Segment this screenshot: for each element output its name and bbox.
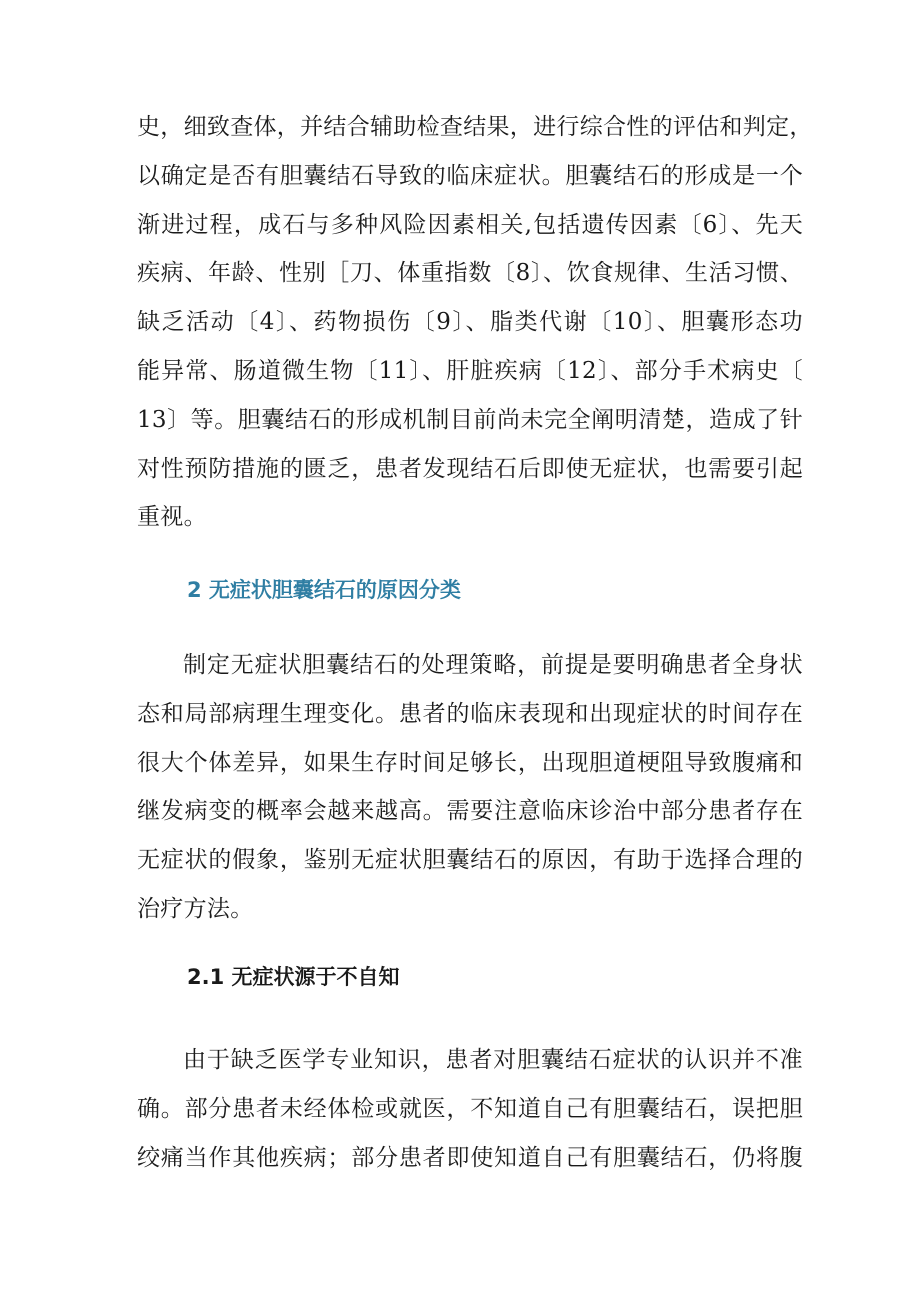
- paragraph-1-line: 能异常、肠道微生物〔11〕、肝脏疾病〔12〕、部分手术病史〔: [137, 357, 803, 384]
- paragraph-1-line: 缺乏活动〔4〕、药物损伤〔9〕、脂类代谢〔10〕、胆囊形态功: [137, 309, 803, 336]
- paragraph-2-line: 继发病变的概率会越来越高。需要注意临床诊治中部分患者存在: [137, 798, 803, 825]
- paragraph-1-line: 渐进过程，成石与多种风险因素相关,包括遗传因素〔6〕、先天: [137, 211, 803, 238]
- paragraph-3-line: 由于缺乏医学专业知识，患者对胆囊结石症状的认识并不准: [183, 1047, 803, 1073]
- paragraph-1-line: 13〕等。胆囊结石的形成机制目前尚未完全阐明清楚，造成了针: [137, 406, 803, 433]
- paragraph-2-line: 无症状的假象，鉴别无症状胆囊结石的原因，有助于选择合理的: [137, 847, 803, 874]
- paragraph-1-line: 疾病、年龄、性别［刀、体重指数〔8〕、饮食规律、生活习惯、: [137, 260, 803, 287]
- paragraph-1-line: 以确定是否有胆囊结石导致的临床症状。胆囊结石的形成是一个: [137, 162, 803, 189]
- paragraph-2-line: 很大个体差异，如果生存时间足够长，出现胆道梗阻导致腹痛和: [137, 749, 803, 776]
- paragraph-3-line: 绞痛当作其他疾病；部分患者即使知道自己有胆囊结石，仍将腹: [137, 1144, 803, 1171]
- paragraph-2-line: 制定无症状胆囊结石的处理策略，前提是要明确患者全身状: [183, 652, 803, 678]
- paragraph-3: [137, 1036, 803, 1182]
- section-heading-2-1: 2.1 无症状源于不自知: [187, 965, 400, 989]
- section-heading-2: 2 无症状胆囊结石的原因分类: [187, 578, 461, 602]
- paragraph-2-line: 态和局部病理生理变化。患者的临床表现和出现症状的时间存在: [137, 700, 803, 727]
- paragraph-2: [137, 641, 803, 934]
- paragraph-1-line: 对性预防措施的匮乏，患者发现结石后即使无症状，也需要引起: [137, 455, 803, 482]
- paragraph-3-line: 确。部分患者未经体检或就医，不知道自己有胆囊结石，误把胆: [137, 1095, 803, 1122]
- paragraph-2-line: 治疗方法。: [137, 895, 254, 922]
- paragraph-1-line: 史，细致查体，并结合辅助检查结果，进行综合性的评估和判定，: [137, 114, 813, 140]
- paragraph-1: [137, 103, 813, 542]
- paragraph-1-line: 重视。: [137, 504, 207, 531]
